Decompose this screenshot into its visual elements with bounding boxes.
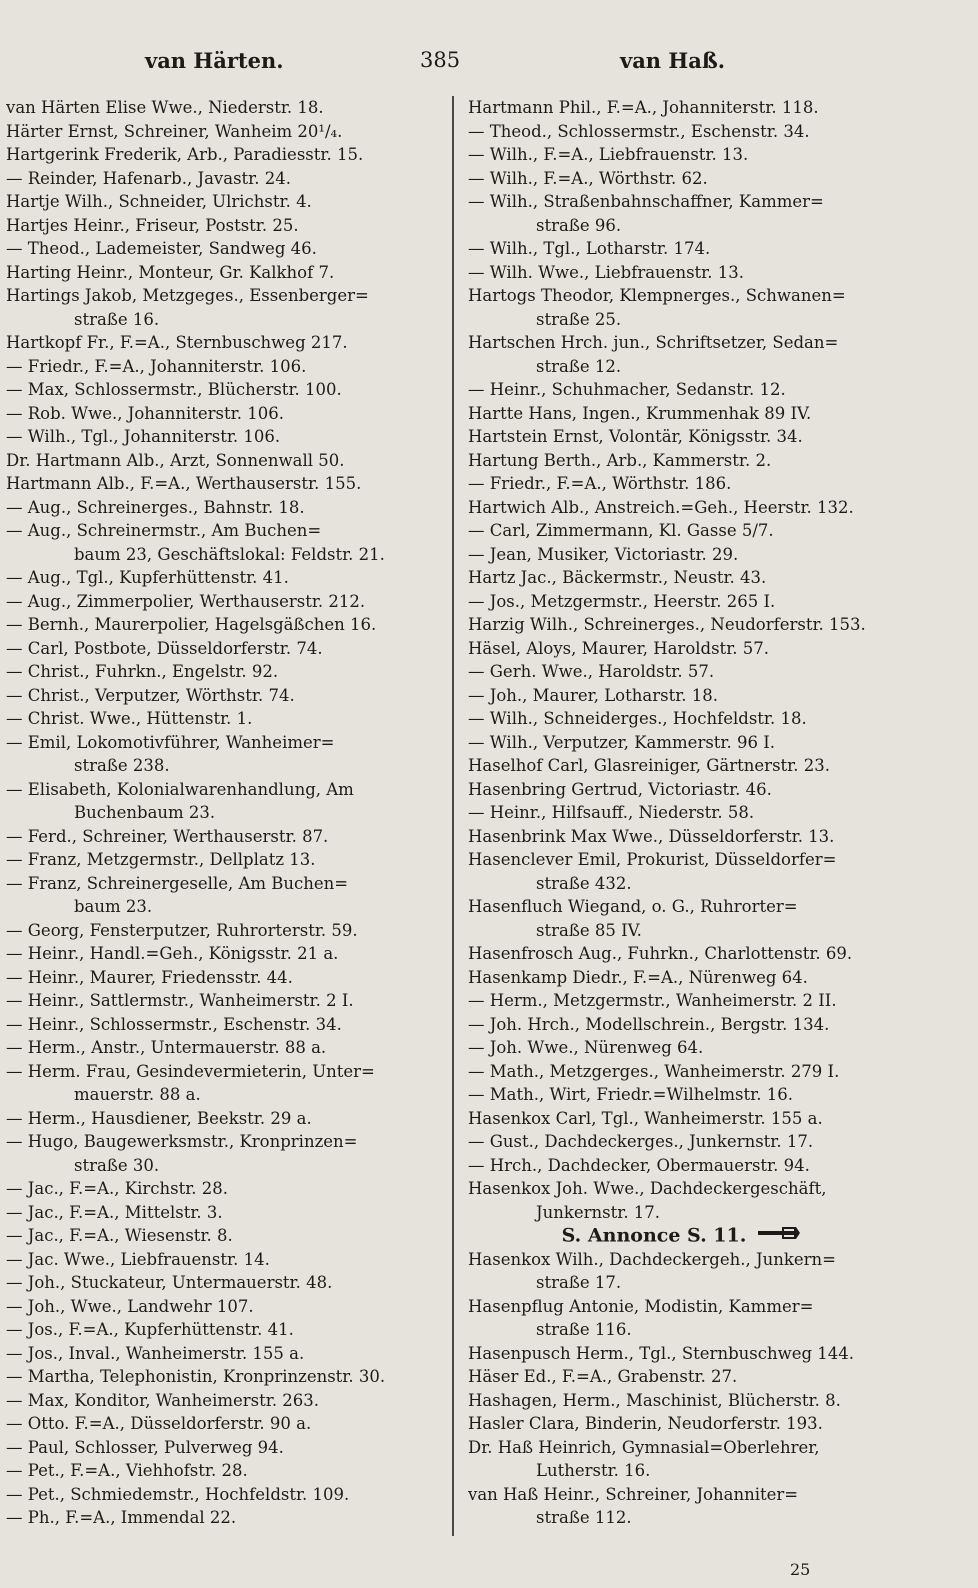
entry-text: — Ph., F.=A., Immendal 22.: [6, 1508, 237, 1527]
directory-entry-line: [6, 1271, 436, 1295]
directory-entry-line: [6, 355, 436, 379]
directory-entry-line: [6, 519, 436, 543]
directory-entry-line: [468, 378, 896, 402]
pointing-hand-icon: [756, 1224, 802, 1248]
directory-entry-line: [6, 1013, 436, 1037]
entry-text: — Heinr., Maurer, Friedensstr. 44.: [6, 967, 293, 987]
directory-entry-line: [6, 566, 436, 590]
entry-text: — Heinr., Handl.=Geh., Königsstr. 21 a.: [6, 944, 339, 963]
entry-text: — Carl, Postbote, Düsseldorferstr. 74.: [6, 638, 323, 658]
entry-text: — Pet., F.=A., Viehhofstr. 28.: [6, 1461, 248, 1480]
entry-text: Haselhof Carl, Glasreiniger, Gärtnerstr. 23.: [468, 756, 830, 775]
entry-text: straße 30.: [74, 1155, 160, 1175]
entry-text: — Jean, Musiker, Victoriastr. 29.: [468, 544, 739, 564]
entry-text: — Aug., Schreinerges., Bahnstr. 18.: [6, 497, 305, 517]
directory-entry-line: [468, 590, 896, 614]
directory-entry-line: [468, 1201, 896, 1225]
entry-text: — Pet., Schmiedemstr., Hochfeldstr. 109.: [6, 1484, 350, 1504]
entry-text: — Math., Wirt, Friedr.=Wilhelmstr. 16.: [468, 1085, 793, 1104]
directory-entry-line: [6, 1060, 436, 1084]
entry-text: Hartkopf Fr., F.=A., Sternbuschweg 217.: [6, 333, 348, 352]
directory-entry-line: [468, 1412, 896, 1436]
entry-text: — Max, Konditor, Wanheimerstr. 263.: [6, 1390, 320, 1410]
entry-text: — Aug., Tgl., Kupferhüttenstr. 41.: [6, 568, 289, 587]
directory-entry-line: [6, 96, 436, 120]
directory-entry-line: [6, 167, 436, 191]
directory-entry-line: [468, 754, 896, 778]
directory-entry-line: [468, 496, 896, 520]
directory-entry-line: [468, 190, 896, 214]
entry-text: Hasenkox Joh. Wwe., Dachdeckergeschäft,: [468, 1179, 827, 1198]
directory-entry-line: [6, 496, 436, 520]
entry-text: — Aug., Zimmerpolier, Werthauserstr. 212.: [6, 591, 366, 611]
directory-entry-line: [6, 848, 436, 872]
directory-entry-line: [6, 378, 436, 402]
directory-entry-line: [468, 942, 896, 966]
directory-entry-line: [6, 1506, 436, 1530]
entry-text: straße 85 IV.: [536, 920, 642, 940]
entry-text: Buchenbaum 23.: [74, 803, 216, 822]
entry-text: — Jac. Wwe., Liebfrauenstr. 14.: [6, 1249, 270, 1269]
directory-entry-line: [6, 872, 436, 896]
directory-entry-line: [6, 1224, 436, 1248]
entry-text: Hasenpusch Herm., Tgl., Sternbuschweg 144.: [468, 1343, 855, 1363]
directory-entry-line: [468, 684, 896, 708]
entry-text: baum 23, Geschäftslokal: Feldstr. 21.: [74, 544, 385, 564]
entry-text: — Hrch., Dachdecker, Obermauerstr. 94.: [468, 1155, 810, 1175]
entry-text: — Herm., Anstr., Untermauerstr. 88 a.: [6, 1038, 327, 1057]
entry-text: Hasenbrink Max Wwe., Düsseldorferstr. 13.: [468, 826, 835, 846]
entry-text: — Herm., Metzgermstr., Wanheimerstr. 2 II.: [468, 991, 837, 1010]
directory-entry-line: [6, 1130, 436, 1154]
entry-text: Hartogs Theodor, Klempnerges., Schwanen=: [468, 286, 846, 305]
directory-entry-line: [6, 1483, 436, 1507]
directory-entry-line: [6, 1201, 436, 1225]
directory-entry-line: [468, 731, 896, 755]
directory-entry-line: [468, 613, 896, 637]
entry-text: — Theod., Schlossermstr., Eschenstr. 34.: [468, 121, 810, 141]
directory-entry-line: [468, 660, 896, 684]
directory-entry-line: [6, 1318, 436, 1342]
entry-text: — Theod., Lademeister, Sandweg 46.: [6, 239, 317, 258]
entry-text: — Aug., Schreinermstr., Am Buchen=: [6, 521, 322, 540]
entry-text: — Max, Schlossermstr., Blücherstr. 100.: [6, 380, 342, 399]
directory-entry-line: [6, 143, 436, 167]
directory-entry-line: [468, 1459, 896, 1483]
entry-text: — Georg, Fensterputzer, Ruhrorterstr. 59.: [6, 920, 358, 940]
directory-entry-line: [6, 1036, 436, 1060]
entry-text: straße 432.: [536, 873, 632, 893]
entry-text: Hartmann Alb., F.=A., Werthauserstr. 155.: [6, 474, 362, 493]
entry-text: Hasenfrosch Aug., Fuhrkn., Charlottenstr. 69.: [468, 944, 853, 963]
directory-entry-line: [468, 919, 896, 943]
entry-text: Hartstein Ernst, Volontär, Königsstr. 34.: [468, 427, 803, 446]
directory-entry-line: [468, 449, 896, 473]
entry-text: — Gerh. Wwe., Haroldstr. 57.: [468, 662, 715, 681]
entry-text: Hashagen, Herm., Maschinist, Blücherstr. 8.: [468, 1390, 841, 1410]
entry-text: — Paul, Schlosser, Pulverweg 94.: [6, 1437, 284, 1457]
directory-entry-line: [468, 895, 896, 919]
entry-text: — Carl, Zimmermann, Kl. Gasse 5/7.: [468, 521, 774, 540]
entry-text: — Jos., Inval., Wanheimerstr. 155 a.: [6, 1343, 305, 1363]
directory-entry-line: [468, 801, 896, 825]
directory-entry-line: [468, 1177, 896, 1201]
entry-text: — Franz, Schreinergeselle, Am Buchen=: [6, 873, 349, 893]
directory-entry-line: [468, 989, 896, 1013]
directory-entry-line: [6, 754, 436, 778]
column-divider: [452, 96, 454, 1536]
entry-text: — Otto. F.=A., Düsseldorferstr. 90 a.: [6, 1414, 312, 1433]
directory-entry-line: [6, 684, 436, 708]
directory-entry-line: [6, 449, 436, 473]
entry-text: Harting Heinr., Monteur, Gr. Kalkhof 7.: [6, 262, 335, 282]
directory-entry-line: [6, 1365, 436, 1389]
directory-entry-line: [468, 1036, 896, 1060]
directory-entry-line: [468, 519, 896, 543]
directory-entry-line: [6, 731, 436, 755]
right-column: [468, 96, 896, 1530]
entry-text: — Herm., Hausdiener, Beekstr. 29 a.: [6, 1108, 312, 1128]
directory-entry-line: [468, 825, 896, 849]
entry-text: straße 12.: [536, 356, 622, 376]
directory-entry-line: [468, 566, 896, 590]
entry-text: — Ferd., Schreiner, Werthauserstr. 87.: [6, 826, 329, 846]
entry-text: mauerstr. 88 a.: [74, 1085, 201, 1104]
directory-entry-line: [6, 1083, 436, 1107]
entry-text: Dr. Haß Heinrich, Gymnasial=Oberlehrer,: [468, 1437, 820, 1457]
entry-text: — Jos., F.=A., Kupferhüttenstr. 41.: [6, 1320, 294, 1339]
entry-text: Hasenkox Carl, Tgl., Wanheimerstr. 155 a.: [468, 1108, 823, 1128]
entry-text: — Heinr., Schuhmacher, Sedanstr. 12.: [468, 380, 786, 399]
entry-text: Harzig Wilh., Schreinerges., Neudorferstr. 153.: [468, 615, 866, 634]
entry-text: — Wilh., Tgl., Johanniterstr. 106.: [6, 427, 281, 446]
directory-entry-line: [468, 1295, 896, 1319]
directory-entry-line: [468, 1506, 896, 1530]
entry-text: — Wilh., Schneiderges., Hochfeldstr. 18.: [468, 709, 807, 728]
entry-text: — Joh. Wwe., Nürenweg 64.: [468, 1038, 704, 1057]
entry-text: — Joh., Maurer, Lotharstr. 18.: [468, 685, 719, 705]
directory-entry-line: [468, 261, 896, 285]
directory-entry-line: [468, 237, 896, 261]
entry-text: — Martha, Telephonistin, Kronprinzenstr. 30.: [6, 1367, 386, 1386]
directory-entry-line: [468, 1154, 896, 1178]
header-right: van Haß.: [620, 48, 726, 73]
directory-entry-line: [468, 425, 896, 449]
signature-mark: 25: [790, 1560, 811, 1579]
entry-text: — Heinr., Schlossermstr., Eschenstr. 34.: [6, 1014, 342, 1034]
directory-entry-line: [6, 1436, 436, 1460]
entry-text: — Herm. Frau, Gesindevermieterin, Unter=: [6, 1061, 375, 1081]
entry-text: Hasenfluch Wiegand, o. G., Ruhrorter=: [468, 897, 798, 916]
directory-entry-line: [6, 1107, 436, 1131]
directory-entry-line: [468, 1107, 896, 1131]
directory-entry-line: [468, 1271, 896, 1295]
entry-text: — Wilh., Verputzer, Kammerstr. 96 I.: [468, 732, 775, 752]
directory-entry-line: [6, 942, 436, 966]
entry-text: straße 238.: [74, 756, 170, 775]
directory-entry-line: [6, 261, 436, 285]
directory-entry-line: [6, 590, 436, 614]
directory-entry-line: [6, 214, 436, 238]
entry-text: — Friedr., F.=A., Johanniterstr. 106.: [6, 356, 307, 376]
entry-text: Hasenkox Wilh., Dachdeckergeh., Junkern=: [468, 1249, 836, 1269]
directory-entry-line: [468, 214, 896, 238]
directory-entry-line: [6, 613, 436, 637]
directory-entry-line: [6, 707, 436, 731]
directory-entry-line: [6, 778, 436, 802]
directory-entry-line: [468, 966, 896, 990]
directory-entry-line: [6, 966, 436, 990]
directory-entry-line: [468, 1083, 896, 1107]
directory-entry-line: [6, 120, 436, 144]
entry-text: van Haß Heinr., Schreiner, Johanniter=: [468, 1484, 799, 1504]
directory-entry-line: [6, 660, 436, 684]
entry-text: Hartgerink Frederik, Arb., Paradiesstr. 15.: [6, 145, 364, 164]
directory-entry-line: [6, 308, 436, 332]
directory-entry-line: [6, 637, 436, 661]
entry-text: — Wilh., F.=A., Wörthstr. 62.: [468, 168, 708, 188]
directory-entry-line: [6, 190, 436, 214]
directory-entry-line: [468, 167, 896, 191]
entry-text: — Jos., Metzgermstr., Heerstr. 265 I.: [468, 591, 776, 611]
entry-text: van Härten Elise Wwe., Niederstr. 18.: [6, 98, 324, 117]
entry-text: Hartjes Heinr., Friseur, Poststr. 25.: [6, 215, 299, 235]
page-header: [0, 48, 978, 78]
entry-text: Hartung Berth., Arb., Kammerstr. 2.: [468, 450, 772, 470]
entry-text: — Rob. Wwe., Johanniterstr. 106.: [6, 403, 284, 423]
entry-text: Hasenbring Gertrud, Victoriastr. 46.: [468, 779, 772, 799]
directory-entry-line: [6, 895, 436, 919]
entry-text: — Friedr., F.=A., Wörthstr. 186.: [468, 474, 732, 493]
entry-text: straße 25.: [536, 309, 622, 329]
entry-text: — Christ., Fuhrkn., Engelstr. 92.: [6, 662, 279, 681]
entry-text: — Christ., Verputzer, Wörthstr. 74.: [6, 685, 295, 705]
directory-entry-line: [468, 1342, 896, 1366]
directory-entry-line: [6, 425, 436, 449]
directory-entry-line: [6, 919, 436, 943]
entry-text: — Jac., F.=A., Mittelstr. 3.: [6, 1202, 223, 1222]
directory-entry-line: [468, 707, 896, 731]
entry-text: Hartings Jakob, Metzgeges., Essenberger=: [6, 286, 369, 305]
entry-text: — Hugo, Baugewerksmstr., Kronprinzen=: [6, 1132, 358, 1151]
directory-entry-line: [468, 1013, 896, 1037]
entry-text: — Joh., Wwe., Landwehr 107.: [6, 1296, 254, 1316]
directory-entry-line: [468, 355, 896, 379]
directory-entry-line: [6, 1412, 436, 1436]
entry-text: Hasenpflug Antonie, Modistin, Kammer=: [468, 1296, 814, 1316]
directory-entry-line: [468, 1483, 896, 1507]
directory-entry-line: [468, 637, 896, 661]
entry-text: — Heinr., Hilfsauff., Niederstr. 58.: [468, 803, 755, 822]
directory-entry-line: [6, 331, 436, 355]
directory-entry-line: [468, 1130, 896, 1154]
entry-text: — Jac., F.=A., Wiesenstr. 8.: [6, 1226, 233, 1245]
directory-entry-line: [6, 472, 436, 496]
directory-entry-line: [6, 1389, 436, 1413]
entry-text: — Franz, Metzgermstr., Dellplatz 13.: [6, 850, 316, 869]
entry-text: S. Annonce S. 11.: [561, 1224, 747, 1247]
directory-entry-line: [6, 237, 436, 261]
entry-text: — Christ. Wwe., Hüttenstr. 1.: [6, 709, 253, 728]
directory-entry-line: [6, 1248, 436, 1272]
entry-text: Häsel, Aloys, Maurer, Haroldstr. 57.: [468, 638, 769, 658]
directory-entry-line: [6, 284, 436, 308]
directory-entry-line: [6, 1459, 436, 1483]
entry-text: Hartz Jac., Bäckermstr., Neustr. 43.: [468, 568, 767, 587]
entry-text: — Heinr., Sattlermstr., Wanheimerstr. 2 I.: [6, 991, 354, 1010]
directory-entry-line: [468, 1365, 896, 1389]
entry-text: Häser Ed., F.=A., Grabenstr. 27.: [468, 1367, 738, 1386]
directory-entry-line: [468, 1436, 896, 1460]
directory-entry-line: [468, 872, 896, 896]
directory-entry-line: [468, 120, 896, 144]
directory-entry-line: [6, 402, 436, 426]
directory-entry-line: [6, 1177, 436, 1201]
entry-text: Hasler Clara, Binderin, Neudorferstr. 193.: [468, 1414, 823, 1433]
directory-entry-line: [468, 778, 896, 802]
entry-text: — Math., Metzgerges., Wanheimerstr. 279 I.: [468, 1061, 840, 1081]
entry-text: Hartwich Alb., Anstreich.=Geh., Heerstr. 132.: [468, 497, 854, 517]
entry-text: Hartte Hans, Ingen., Krummenhak 89 IV.: [468, 403, 812, 423]
directory-entry-line: [468, 96, 896, 120]
entry-text: — Gust., Dachdeckerges., Junkernstr. 17.: [468, 1132, 814, 1151]
entry-text: — Wilh., Tgl., Lotharstr. 174.: [468, 239, 711, 258]
directory-entry-line: [468, 1318, 896, 1342]
directory-entry-line: [468, 402, 896, 426]
directory-entry-line: [468, 308, 896, 332]
entry-text: straße 16.: [74, 309, 160, 329]
entry-text: — Joh. Hrch., Modellschrein., Bergstr. 134.: [468, 1014, 830, 1034]
entry-text: Lutherstr. 16.: [536, 1461, 651, 1480]
directory-entry-line: [468, 1060, 896, 1084]
entry-text: — Wilh., F.=A., Liebfrauenstr. 13.: [468, 145, 749, 164]
directory-entry-line: [6, 801, 436, 825]
directory-entry-line: [6, 1295, 436, 1319]
entry-text: Hartmann Phil., F.=A., Johanniterstr. 118.: [468, 98, 819, 117]
left-column: [6, 96, 436, 1530]
header-left: van Härten.: [145, 48, 284, 73]
directory-entry-line: [468, 472, 896, 496]
entry-text: baum 23.: [74, 897, 153, 916]
entry-text: Hasenkamp Diedr., F.=A., Nürenweg 64.: [468, 967, 808, 987]
directory-entry-line: [468, 848, 896, 872]
directory-entry-line: [468, 1248, 896, 1272]
entry-text: — Wilh. Wwe., Liebfrauenstr. 13.: [468, 262, 744, 282]
directory-entry-line: [6, 825, 436, 849]
directory-entry-line: [6, 989, 436, 1013]
page-number: 385: [420, 48, 461, 72]
entry-text: straße 17.: [536, 1273, 622, 1292]
directory-entry-line: [468, 543, 896, 567]
entry-text: Dr. Hartmann Alb., Arzt, Sonnenwall 50.: [6, 450, 345, 470]
entry-text: — Emil, Lokomotivführer, Wanheimer=: [6, 732, 335, 752]
directory-entry-line: [6, 543, 436, 567]
entry-text: Härter Ernst, Schreiner, Wanheim 20¹/₄.: [6, 121, 343, 141]
entry-text: Hasenclever Emil, Prokurist, Düsseldorfer=: [468, 850, 837, 869]
entry-text: Hartje Wilh., Schneider, Ulrichstr. 4.: [6, 192, 312, 211]
entry-text: Hartschen Hrch. jun., Schriftsetzer, Sedan=: [468, 333, 839, 352]
directory-entry-line: [468, 284, 896, 308]
entry-text: — Elisabeth, Kolonialwarenhandlung, Am: [6, 779, 354, 799]
entry-text: — Reinder, Hafenarb., Javastr. 24.: [6, 168, 291, 188]
entry-text: straße 116.: [536, 1320, 632, 1339]
directory-entry-line: [468, 331, 896, 355]
directory-entry-line: [6, 1154, 436, 1178]
directory-entry-line: [468, 143, 896, 167]
entry-text: — Jac., F.=A., Kirchstr. 28.: [6, 1179, 229, 1198]
entry-text: — Bernh., Maurerpolier, Hagelsgäßchen 16.: [6, 615, 377, 634]
directory-entry-line: [468, 1389, 896, 1413]
entry-text: — Wilh., Straßenbahnschaffner, Kammer=: [468, 192, 824, 211]
entry-text: straße 112.: [536, 1508, 632, 1527]
entry-text: straße 96.: [536, 215, 622, 235]
entry-text: — Joh., Stuckateur, Untermauerstr. 48.: [6, 1273, 333, 1292]
entry-text: Junkernstr. 17.: [536, 1202, 661, 1222]
annonce-reference: [468, 1224, 896, 1248]
directory-entry-line: [6, 1342, 436, 1366]
